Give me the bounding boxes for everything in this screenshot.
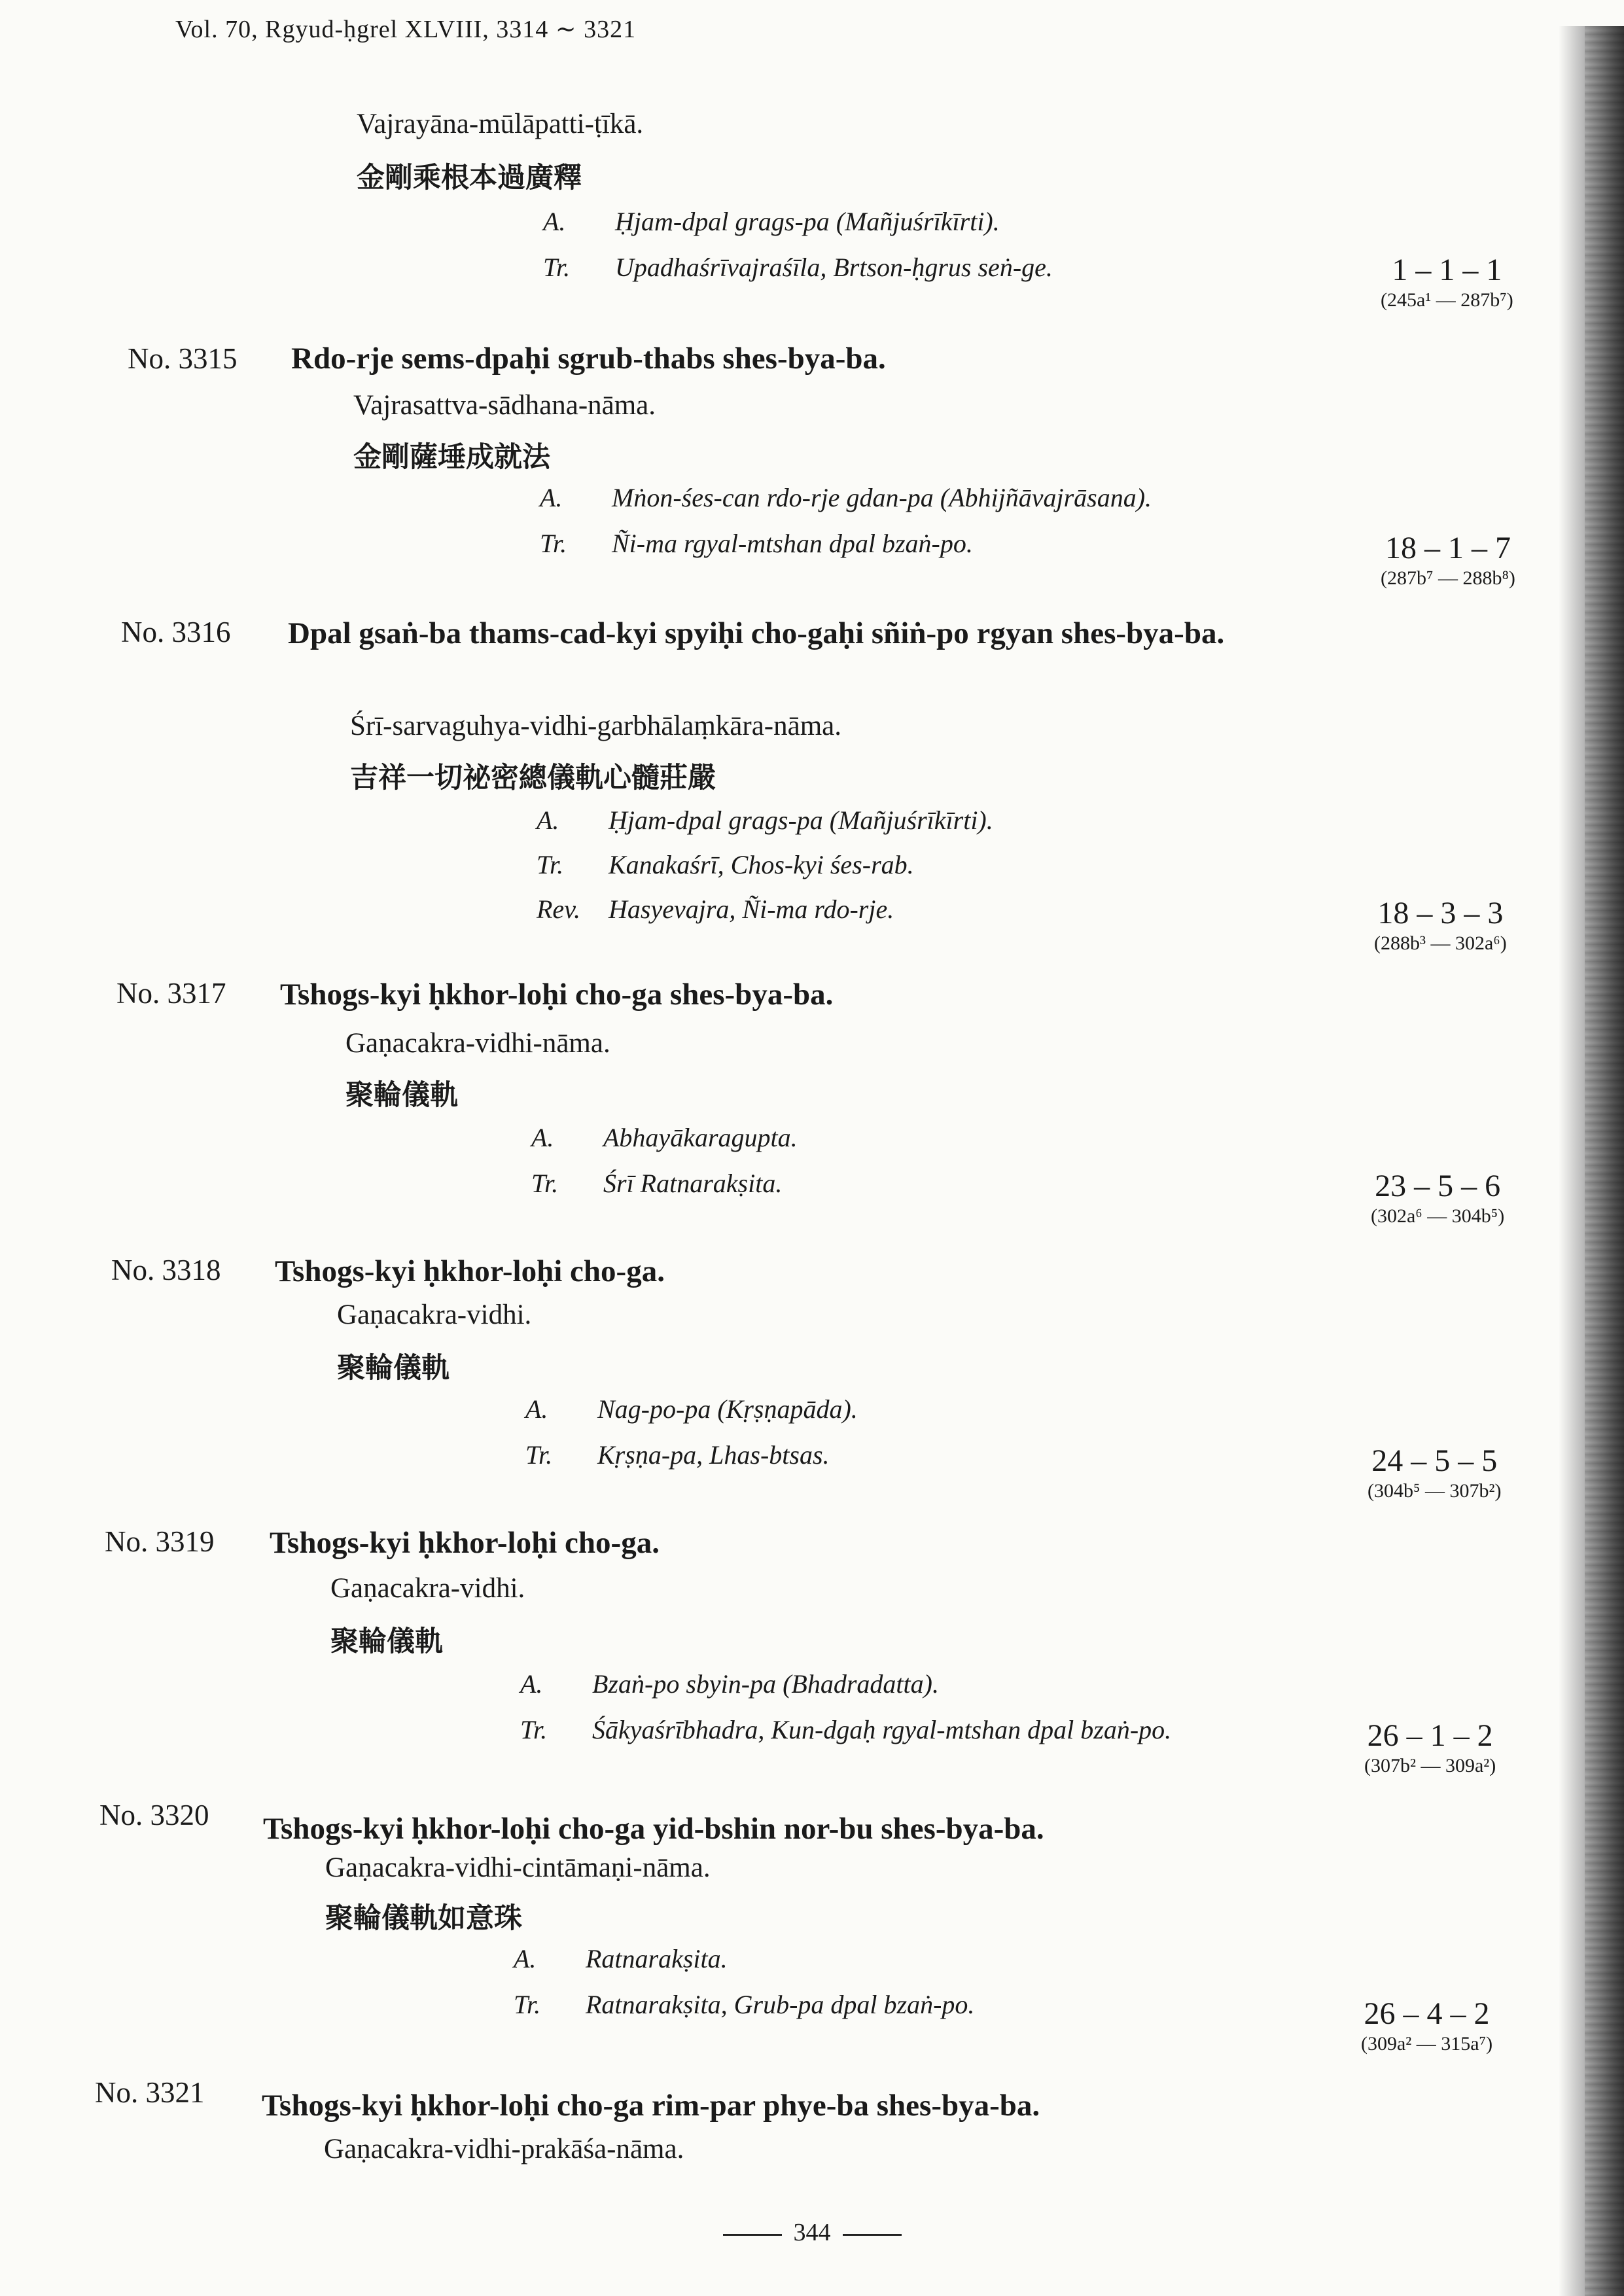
author-value: Ratnarakṣita. [586, 1944, 728, 1973]
author-value: Nag-po-pa (Kṛṣṇapāda). [597, 1394, 858, 1424]
location-ref [1361, 1996, 1492, 2055]
translator-key: Tr. [520, 1715, 548, 1744]
author-line [543, 206, 1000, 237]
translator-line [537, 849, 914, 880]
author-line [540, 482, 1152, 513]
entry-title: Tshogs-kyi ḥkhor-loḥi cho-ga yid-bshin nor-bu shes-bya-ba. [263, 1812, 1044, 1846]
location-sub: (302a⁶ — 304b⁵) [1371, 1205, 1505, 1227]
footer-rule-left [723, 2234, 782, 2236]
running-header: Vol. 70, Rgyud-ḥgrel XLVIII, 3314 ∼ 3321 [175, 16, 637, 43]
author-key: A. [520, 1669, 543, 1699]
location-sub: (288b³ — 302a⁶) [1374, 932, 1507, 954]
author-line [514, 1943, 728, 1974]
location-sub: (309a² — 315a⁷) [1361, 2033, 1493, 2055]
translator-key: Tr. [514, 1990, 541, 2019]
author-value: Ḥjam-dpal grags-pa (Mañjuśrīkīrti). [609, 805, 993, 835]
chinese-title: 金剛乘根本過廣釋 [357, 162, 582, 194]
author-key: A. [540, 483, 563, 512]
author-value: Mṅon-śes-can rdo-rje gdan-pa (Abhijñāvajrāsana). [612, 483, 1152, 512]
chinese-title: 聚輪儀軌 [345, 1079, 458, 1112]
location-ref [1381, 530, 1515, 590]
translator-key: Tr. [525, 1440, 553, 1470]
translator-line [540, 528, 973, 559]
location-ref [1374, 895, 1507, 955]
sanskrit-title: Gaṇacakra-vidhi-nāma. [345, 1028, 610, 1059]
reviser-value: Hasyevajra, Ñi-ma rdo-rje. [609, 894, 894, 924]
chinese-title: 聚輪儀軌如意珠 [325, 1902, 522, 1935]
sanskrit-title: Vajrasattva-sādhana-nāma. [353, 390, 656, 421]
translator-value: Ñi-ma rgyal-mtshan dpal bzaṅ-po. [612, 529, 973, 558]
location-ref [1371, 1168, 1504, 1227]
entry-title-text: Dpal gsaṅ-ba thams-cad-kyi spyiḥi cho-gaḥi sñiṅ-po rgyan shes-bya-ba. [288, 616, 1225, 650]
location-sub: (307b² — 309a²) [1364, 1755, 1496, 1776]
translator-key: Tr. [540, 529, 567, 558]
translator-value: Kanakaśrī, Chos-kyi śes-rab. [609, 850, 914, 879]
translator-line [531, 1168, 782, 1199]
location-ref [1368, 1443, 1501, 1502]
entry-number: No. 3319 [105, 1525, 215, 1558]
sanskrit-title: Śrī-sarvaguhya-vidhi-garbhālaṃkāra-nāma. [350, 711, 841, 741]
author-key: A. [537, 805, 559, 835]
author-value: Abhayākaragupta. [603, 1123, 798, 1152]
page-binding-shadow [1585, 26, 1624, 2296]
location-main: 26 – 4 – 2 [1364, 1996, 1490, 2031]
translator-line [543, 252, 1053, 283]
entry-title: Tshogs-kyi ḥkhor-loḥi cho-ga rim-par phye-ba shes-bya-ba. [262, 2089, 1040, 2123]
entry-title: Tshogs-kyi ḥkhor-loḥi cho-ga. [275, 1254, 665, 1288]
page-footer [0, 2218, 1624, 2247]
translator-key: Tr. [543, 253, 571, 282]
entry-title [288, 612, 1374, 655]
entry-title: Rdo-rje sems-dpaḥi sgrub-thabs shes-bya-ba. [291, 342, 886, 376]
location-main: 1 – 1 – 1 [1392, 253, 1502, 287]
location-main: 18 – 1 – 7 [1385, 531, 1511, 565]
page-number: 344 [793, 2219, 831, 2246]
entry-number: No. 3321 [95, 2076, 205, 2109]
location-main: 24 – 5 – 5 [1371, 1443, 1498, 1478]
location-sub: (287b⁷ — 288b⁸) [1381, 567, 1515, 589]
author-key: A. [525, 1394, 548, 1424]
entry-number: No. 3315 [128, 342, 238, 375]
sanskrit-title: Vajrayāna-mūlāpatti-ṭīkā. [357, 109, 644, 139]
author-line [531, 1122, 798, 1153]
entry-title: Tshogs-kyi ḥkhor-loḥi cho-ga shes-bya-ba. [280, 978, 834, 1012]
chinese-title: 聚輪儀軌 [337, 1352, 450, 1385]
entry-number: No. 3320 [99, 1799, 209, 1831]
chinese-title: 金剛薩埵成就法 [353, 441, 550, 474]
translator-value: Śrī Ratnarakṣita. [603, 1169, 783, 1198]
translator-key: Tr. [531, 1169, 559, 1198]
author-key: A. [543, 207, 566, 236]
author-line [520, 1669, 939, 1699]
translator-value: Śākyaśrībhadra, Kun-dgaḥ rgyal-mtshan dpal bzaṅ-po. [592, 1715, 1172, 1744]
author-value: Bzaṅ-po sbyin-pa (Bhadradatta). [592, 1669, 939, 1699]
location-ref [1381, 252, 1513, 311]
author-line [525, 1394, 858, 1424]
translator-line [525, 1439, 830, 1470]
location-sub: (245a¹ — 287b⁷) [1381, 289, 1513, 311]
translator-line [514, 1989, 974, 2020]
author-key: A. [531, 1123, 554, 1152]
author-line [537, 805, 993, 836]
sanskrit-title: Gaṇacakra-vidhi. [330, 1573, 525, 1604]
entry-number: No. 3317 [116, 977, 226, 1010]
sanskrit-title: Gaṇacakra-vidhi-cintāmaṇi-nāma. [325, 1852, 711, 1883]
entry-title: Tshogs-kyi ḥkhor-loḥi cho-ga. [270, 1526, 660, 1560]
author-value: Ḥjam-dpal grags-pa (Mañjuśrīkīrti). [615, 207, 1000, 236]
location-main: 23 – 5 – 6 [1375, 1169, 1501, 1203]
reviser-key: Rev. [537, 894, 580, 924]
entry-number: No. 3316 [121, 616, 231, 648]
sanskrit-title: Gaṇacakra-vidhi-prakāśa-nāma. [324, 2134, 684, 2164]
reviser-line [537, 894, 894, 925]
translator-value: Upadhaśrīvajraśīla, Brtson-ḥgrus seṅ-ge. [615, 253, 1053, 282]
location-main: 18 – 3 – 3 [1377, 896, 1504, 930]
entry-number: No. 3318 [111, 1254, 221, 1286]
author-key: A. [514, 1944, 537, 1973]
footer-rule-right [843, 2234, 902, 2236]
sanskrit-title: Gaṇacakra-vidhi. [337, 1299, 532, 1330]
location-main: 26 – 1 – 2 [1367, 1718, 1493, 1753]
translator-value: Kṛṣṇa-pa, Lhas-btsas. [597, 1440, 830, 1470]
chinese-title: 吉祥一切祕密總儀軌心髓莊嚴 [350, 762, 716, 794]
location-sub: (304b⁵ — 307b²) [1368, 1480, 1502, 1502]
translator-key: Tr. [537, 850, 564, 879]
chinese-title: 聚輪儀軌 [330, 1625, 443, 1658]
translator-line [520, 1714, 1171, 1745]
location-ref [1364, 1718, 1496, 1777]
translator-value: Ratnarakṣita, Grub-pa dpal bzaṅ-po. [586, 1990, 975, 2019]
